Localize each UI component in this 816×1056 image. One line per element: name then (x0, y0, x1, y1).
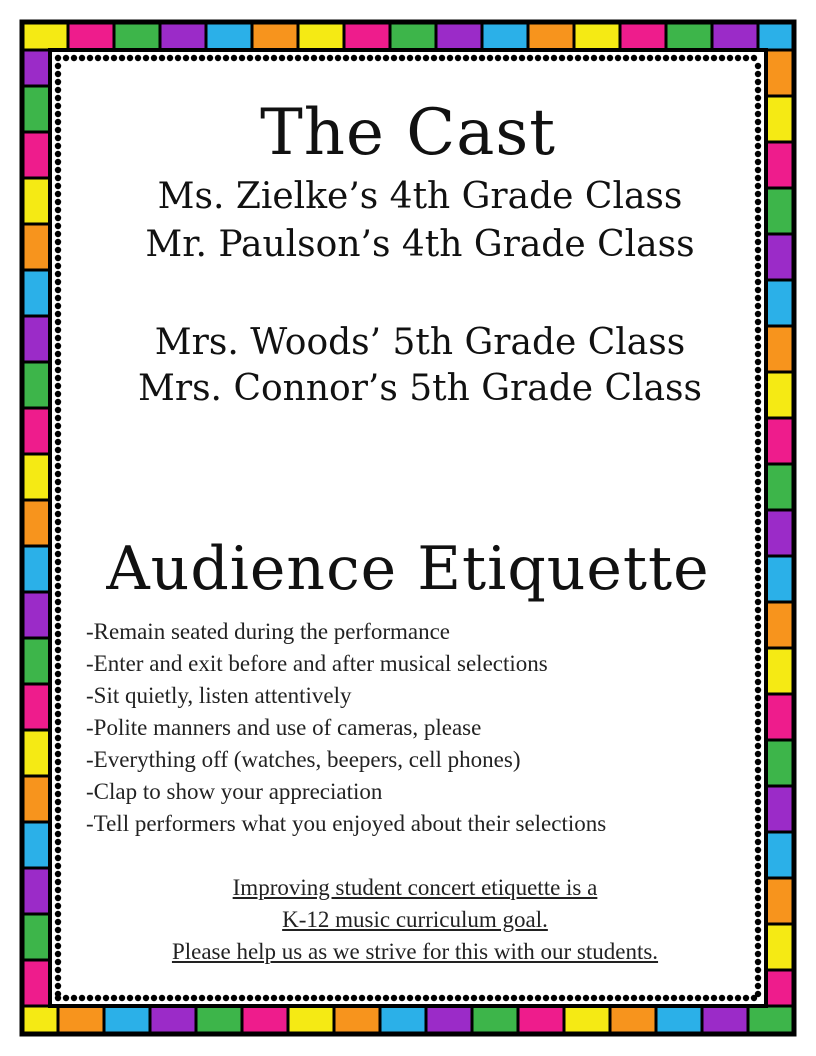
border-segment (390, 22, 436, 50)
page-content (60, 60, 756, 996)
border-segment (22, 868, 50, 914)
border-segment (242, 1006, 288, 1034)
border-segment (22, 408, 50, 454)
border-segment (22, 822, 50, 868)
border-segment (334, 1006, 380, 1034)
border-segment (518, 1006, 564, 1034)
curriculum-note-line-2: K-12 music curriculum goal. (282, 907, 548, 932)
border-segment (22, 960, 50, 1006)
border-segment (766, 50, 794, 96)
border-segment (298, 22, 344, 50)
curriculum-note-line-3: Please help us as we strive for this with our students. (171, 939, 659, 964)
border-segment (22, 50, 50, 86)
etiquette-heading: Audience Etiquette (106, 534, 710, 604)
border-segment (114, 22, 160, 50)
border-segment (104, 1006, 150, 1034)
border-segment (766, 786, 794, 832)
etiquette-rule: -Sit quietly, listen attentively (86, 683, 352, 708)
border-segment (426, 1006, 472, 1034)
curriculum-note-line-1: Improving student concert etiquette is a (232, 875, 598, 900)
border-segment (22, 500, 50, 546)
border-segment (252, 22, 298, 50)
border-segment (766, 924, 794, 970)
border-segment (766, 740, 794, 786)
border-segment (528, 22, 574, 50)
border-segment (22, 1006, 58, 1034)
etiquette-rule: -Tell performers what you enjoyed about their selections (86, 811, 607, 836)
border-segment (766, 832, 794, 878)
border-segment (22, 22, 68, 50)
border-segment (766, 970, 794, 1006)
border-segment (22, 592, 50, 638)
border-segment (748, 1006, 794, 1034)
border-segment (22, 684, 50, 730)
border-segment (288, 1006, 334, 1034)
border-segment (196, 1006, 242, 1034)
cast-class-3: Mrs. Woods’ 5th Grade Class (154, 322, 686, 363)
border-segment (22, 638, 50, 684)
border-segment (68, 22, 114, 50)
etiquette-rule: -Polite manners and use of cameras, please (86, 715, 482, 740)
border-segment (22, 316, 50, 362)
border-segment (766, 556, 794, 602)
border-segment (206, 22, 252, 50)
border-segment (22, 270, 50, 316)
border-segment (436, 22, 482, 50)
border-segment (610, 1006, 656, 1034)
border-segment (766, 96, 794, 142)
border-segment (656, 1006, 702, 1034)
border-segment (22, 546, 50, 592)
border-segment (766, 648, 794, 694)
etiquette-rule: -Enter and exit before and after musical selections (86, 651, 548, 676)
border-segment (22, 178, 50, 224)
etiquette-rule: -Clap to show your appreciation (86, 779, 383, 804)
border-segment (160, 22, 206, 50)
border-segment (574, 22, 620, 50)
border-segment (22, 776, 50, 822)
border-segment (22, 362, 50, 408)
border-segment (22, 132, 50, 178)
border-segment (58, 1006, 104, 1034)
border-segment (666, 22, 712, 50)
border-segment (344, 22, 390, 50)
cast-class-4: Mrs. Connor’s 5th Grade Class (138, 368, 702, 409)
cast-class-1: Ms. Zielke’s 4th Grade Class (157, 176, 683, 217)
border-segment (766, 418, 794, 464)
border-segment (482, 22, 528, 50)
etiquette-rule: -Remain seated during the performance (86, 619, 451, 644)
border-segment (22, 914, 50, 960)
border-segment (472, 1006, 518, 1034)
border-segment (620, 22, 666, 50)
border-segment (766, 280, 794, 326)
border-segment (712, 22, 758, 50)
etiquette-rule: -Everything off (watches, beepers, cell phones) (86, 747, 521, 772)
border-segment (564, 1006, 610, 1034)
border-segment (702, 1006, 748, 1034)
border-segment (22, 224, 50, 270)
cast-heading: The Cast (260, 96, 556, 170)
border-segment (766, 464, 794, 510)
etiquette-rules-list (86, 616, 606, 840)
border-segment (766, 602, 794, 648)
border-segment (380, 1006, 426, 1034)
border-segment (22, 86, 50, 132)
border-segment (766, 510, 794, 556)
border-segment (150, 1006, 196, 1034)
border-segment (766, 878, 794, 924)
border-segment (766, 694, 794, 740)
cast-class-2: Mr. Paulson’s 4th Grade Class (145, 224, 695, 265)
border-segment (758, 22, 794, 50)
border-segment (22, 454, 50, 500)
border-segment (22, 730, 50, 776)
